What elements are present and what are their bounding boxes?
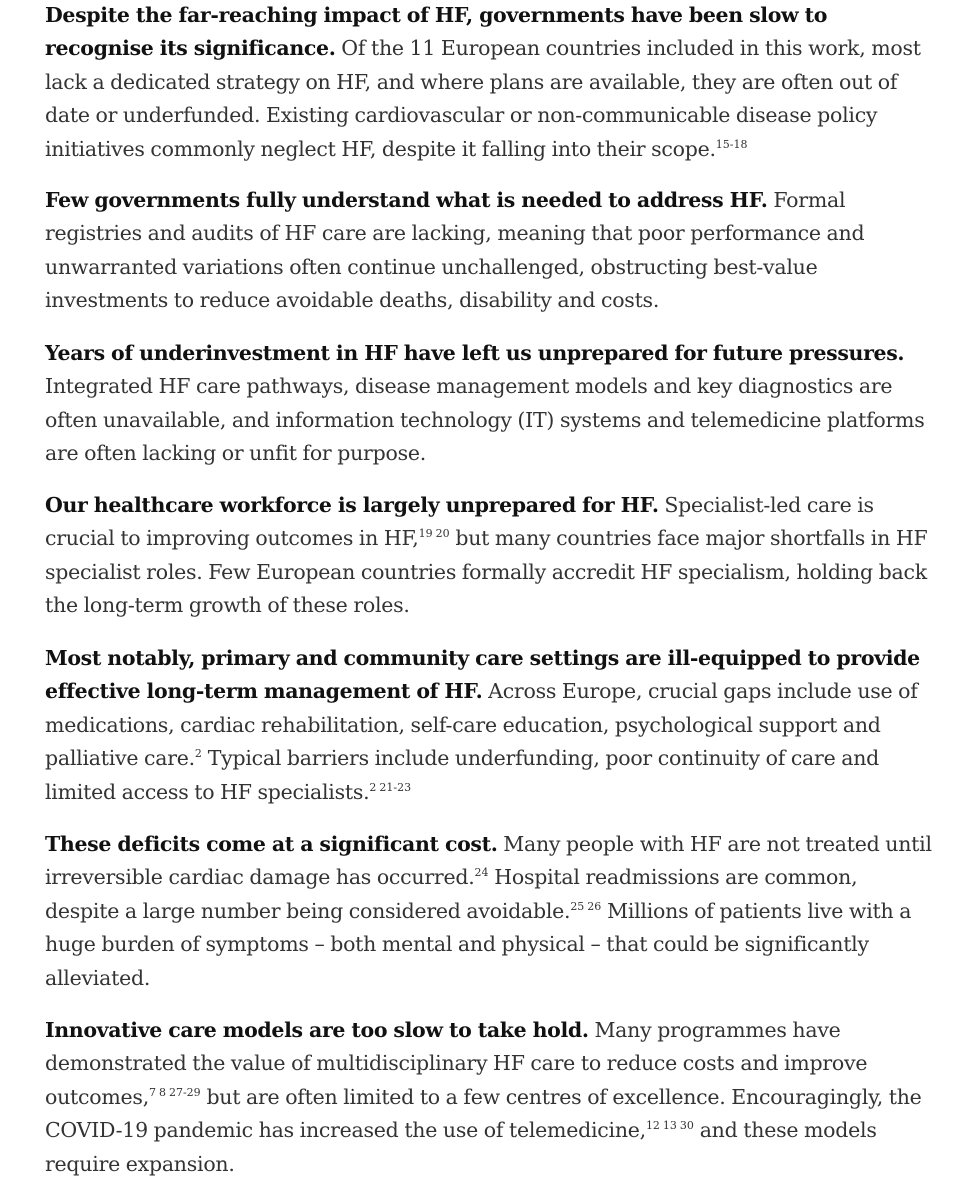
paragraph-body: Hospital readmissions are common, despite a large number being considered avoidable. (45, 865, 858, 923)
citation-ref: 7 8 27-29 (148, 1085, 201, 1099)
paragraph-lead: Our healthcare workforce is largely unprepared for HF. (45, 493, 659, 517)
citation-ref: 19 20 (418, 527, 450, 541)
paragraph-body: Many people with HF are not treated until irreversible cardiac damage has occurred. (45, 832, 932, 890)
paragraph-body: Typical barriers include underfunding, poor continuity of care and limited access to HF specialists. (45, 746, 880, 804)
paragraph-lead: Few governments fully understand what is needed to address HF. (45, 188, 768, 212)
paragraph-lead: These deficits come at a significant cost. (45, 832, 498, 856)
paragraph-body: and these models require expansion. (45, 1118, 877, 1176)
citation-ref: 15-18 (715, 137, 748, 151)
paragraph-understanding (45, 184, 935, 318)
paragraph-body: Of the 11 European countries included in this work, most lack a dedicated strategy on HF, and where plans are available, they are often out of date or underfunded. Existing cardiovascular or non-communicable disease policy initiatives commonly neglect HF, despite it falling into their scope. (45, 36, 921, 161)
paragraph-lead: Innovative care models are too slow to take hold. (45, 1018, 589, 1042)
paragraph-primary-care (45, 642, 935, 809)
paragraph-body: Many programmes have demonstrated the value of multidisciplinary HF care to reduce costs and improve outcomes, (45, 1018, 868, 1109)
citation-ref: 25 26 (570, 899, 602, 913)
paragraph-cost (45, 828, 935, 995)
paragraph-workforce (45, 489, 935, 623)
paragraph-care-models (45, 1014, 935, 1181)
paragraph-underinvestment (45, 337, 935, 471)
paragraph-body: Specialist-led care is crucial to improving outcomes in HF, (45, 493, 874, 551)
paragraph-body: Integrated HF care pathways, disease management models and key diagnostics are often unavailable, and information technology (IT) systems and telemedicine platforms are often lacking or unfit for purpose. (45, 374, 925, 466)
paragraph-lead: Despite the far-reaching impact of HF, governments have been slow to recognise its significance. (45, 3, 828, 61)
paragraph-lead: Most notably, primary and community care settings are ill-equipped to provide effective long-term management of HF. (45, 646, 920, 704)
paragraph-body: Millions of patients live with a huge burden of symptoms – both mental and physical – that could be significantly alleviated. (45, 898, 912, 990)
paragraph-body: Across Europe, crucial gaps include use of medications, cardiac rehabilitation, self-care education, psychological support and palliative care. (45, 679, 918, 771)
paragraph-body: Formal registries and audits of HF care are lacking, meaning that poor performance and unwarranted variations often continue unchallenged, obstructing best-value investments to reduce avoidable deaths, disability and costs. (45, 188, 865, 313)
paragraph-body: but are often limited to a few centres of excellence. Encouragingly, the COVID-19 pandemic has increased the use of telemedicine, (45, 1084, 922, 1143)
paragraph-lead: Years of underinvestment in HF have left us unprepared for future pressures. (45, 341, 905, 365)
citation-ref: 24 (474, 866, 489, 880)
paragraph-policy-recognition (45, 0, 935, 166)
citation-ref: 2 21-23 (369, 780, 412, 794)
citation-ref: 2 (194, 747, 202, 761)
paragraph-body: but many countries face major shortfalls in HF specialist roles. Few European countries formally accredit HF specialism, holding back the long-term growth of these roles. (45, 526, 928, 618)
citation-ref: 12 13 30 (645, 1119, 694, 1133)
